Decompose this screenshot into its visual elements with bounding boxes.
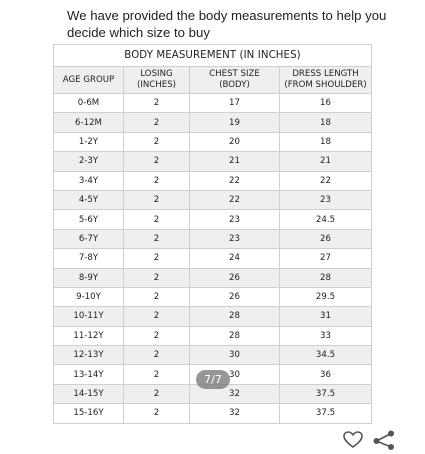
header-losing-line2: (INCHES) [136, 80, 177, 90]
cell-age: 3-4Y [54, 171, 124, 190]
page-indicator-badge: 7/7 [196, 370, 230, 389]
cell-losing: 2 [124, 365, 190, 384]
cell-dress-length: 24.5 [280, 210, 372, 229]
cell-age: 2-3Y [54, 152, 124, 171]
cell-chest: 28 [190, 326, 280, 345]
cell-chest: 30 [190, 346, 280, 365]
table-row [54, 132, 372, 151]
table-header-row [54, 67, 372, 94]
cell-losing: 2 [124, 229, 190, 248]
table-row [54, 249, 372, 268]
table-row [54, 268, 372, 287]
cell-dress-length: 33 [280, 326, 372, 345]
table-row [54, 404, 372, 423]
cell-age: 15-16Y [54, 404, 124, 423]
cell-losing: 2 [124, 210, 190, 229]
table-row [54, 346, 372, 365]
cell-losing: 2 [124, 384, 190, 403]
table-row [54, 171, 372, 190]
cell-chest: 24 [190, 249, 280, 268]
cell-losing: 2 [124, 152, 190, 171]
cell-age: 6-7Y [54, 229, 124, 248]
intro-text: We have provided the body measurements to help you decide which size to buy [67, 8, 387, 40]
table-row [54, 307, 372, 326]
header-dress-line2: (FROM SHOULDER) [284, 80, 367, 90]
cell-dress-length: 22 [280, 171, 372, 190]
header-age-group-line1: AGE GROUP [62, 74, 115, 85]
cell-age: 9-10Y [54, 287, 124, 306]
cell-age: 7-8Y [54, 249, 124, 268]
cell-chest: 19 [190, 113, 280, 132]
header-losing-line1: LOSING [140, 69, 173, 79]
cell-dress-length: 29.5 [280, 287, 372, 306]
cell-losing: 2 [124, 171, 190, 190]
heart-icon[interactable] [342, 430, 364, 450]
table-row [54, 287, 372, 306]
size-chart [53, 44, 371, 424]
cell-chest: 30 [190, 365, 280, 384]
cell-dress-length: 26 [280, 229, 372, 248]
cell-age: 4-5Y [54, 190, 124, 209]
cell-losing: 2 [124, 94, 190, 113]
header-chest-line1: CHEST SIZE [209, 69, 260, 79]
cell-age: 6-12M [54, 113, 124, 132]
table-title: BODY MEASUREMENT (IN INCHES) [54, 45, 372, 67]
cell-dress-length: 18 [280, 113, 372, 132]
table-row [54, 190, 372, 209]
cell-losing: 2 [124, 287, 190, 306]
cell-losing: 2 [124, 132, 190, 151]
cell-chest: 21 [190, 152, 280, 171]
cell-chest: 23 [190, 229, 280, 248]
cell-age: 1-2Y [54, 132, 124, 151]
header-dress-length [280, 67, 372, 94]
cell-chest: 23 [190, 210, 280, 229]
cell-chest: 32 [190, 404, 280, 423]
cell-age: 0-6M [54, 94, 124, 113]
cell-chest: 22 [190, 171, 280, 190]
action-icons [342, 430, 402, 450]
cell-age: 14-15Y [54, 384, 124, 403]
cell-age: 8-9Y [54, 268, 124, 287]
cell-chest: 26 [190, 287, 280, 306]
header-losing [124, 67, 190, 94]
share-icon[interactable] [372, 430, 396, 450]
header-chest-size [190, 67, 280, 94]
cell-chest: 32 [190, 384, 280, 403]
header-dress-line1: DRESS LENGTH [292, 69, 359, 79]
cell-dress-length: 28 [280, 268, 372, 287]
cell-dress-length: 16 [280, 94, 372, 113]
cell-dress-length: 31 [280, 307, 372, 326]
cell-losing: 2 [124, 307, 190, 326]
cell-dress-length: 18 [280, 132, 372, 151]
cell-age: 12-13Y [54, 346, 124, 365]
cell-losing: 2 [124, 346, 190, 365]
cell-age: 5-6Y [54, 210, 124, 229]
table-row [54, 94, 372, 113]
cell-losing: 2 [124, 249, 190, 268]
table-row [54, 210, 372, 229]
table-row [54, 152, 372, 171]
table-row [54, 229, 372, 248]
cell-age: 11-12Y [54, 326, 124, 345]
cell-losing: 2 [124, 113, 190, 132]
header-age-group [54, 67, 124, 94]
cell-dress-length: 27 [280, 249, 372, 268]
table-row [54, 113, 372, 132]
cell-dress-length: 37.5 [280, 384, 372, 403]
cell-chest: 26 [190, 268, 280, 287]
cell-losing: 2 [124, 268, 190, 287]
cell-age: 13-14Y [54, 365, 124, 384]
cell-dress-length: 23 [280, 190, 372, 209]
cell-chest: 28 [190, 307, 280, 326]
table-row [54, 326, 372, 345]
cell-dress-length: 37.5 [280, 404, 372, 423]
cell-dress-length: 36 [280, 365, 372, 384]
cell-losing: 2 [124, 326, 190, 345]
cell-dress-length: 34.5 [280, 346, 372, 365]
size-table [53, 44, 372, 424]
cell-chest: 22 [190, 190, 280, 209]
cell-chest: 20 [190, 132, 280, 151]
cell-losing: 2 [124, 190, 190, 209]
header-chest-line2: (BODY) [219, 80, 250, 90]
cell-age: 10-11Y [54, 307, 124, 326]
cell-losing: 2 [124, 404, 190, 423]
cell-dress-length: 21 [280, 152, 372, 171]
cell-chest: 17 [190, 94, 280, 113]
